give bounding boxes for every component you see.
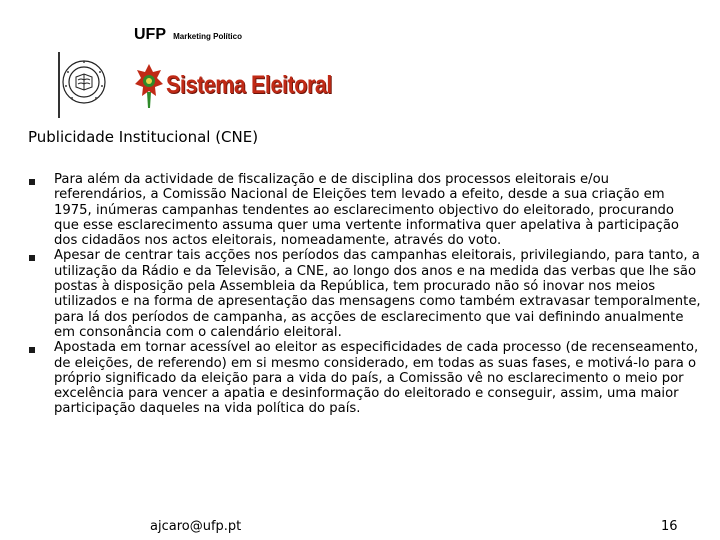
bullet-text: Apostada em tornar acessível ao eleitor as especificidades de cada processo (de recenseamento, de eleições, de referendo) em si mesmo considerado, em todas as suas fases, e motivá-lo para o próprio significado da eleição para a vida do país, a Comissão vê no esclarecimento o meio por excelência para vencer a apatia e desinformação do eleitorado e conseguir, assim, uma maior participação daqueles na vida política do país. — [54, 340, 699, 417]
sistema-eleitoral-logo — [134, 60, 359, 110]
header — [134, 24, 242, 44]
bullet-list — [28, 172, 702, 417]
bullet-item — [28, 172, 702, 248]
footer-email: ajcaro@ufp.pt — [150, 519, 242, 534]
page-number: 16 — [661, 519, 678, 534]
bullet-item — [28, 340, 702, 416]
org-subtitle: Marketing Político — [173, 32, 242, 41]
org-name: UFP — [134, 26, 166, 43]
slide-content — [28, 172, 702, 417]
university-seal-icon — [56, 50, 108, 118]
ballot-flower-icon — [134, 60, 164, 110]
square-bullet-icon — [29, 179, 35, 185]
bullet-text: Apesar de centrar tais acções nos períodos das campanhas eleitorais, privilegiando, para tanto, a utilização da Rádio e da Televisão, a CNE, ao longo dos anos e na medida das verbas que lhe são postas à disposição pela Assembleia da República, tem procurado não só inovar nos meios utilizados e na forma de apresentação das mensagens como também extravasar temporalmente, para lá dos períodos de campanha, as acções de esclarecimento que vai definindo anualmente em consonância com o calendário eleitoral. — [54, 248, 701, 340]
bullet-text: Para além da actividade de fiscalização e de disciplina dos processos eleitorais e/ou referendários, a Comissão Nacional de Eleições tem levado a efeito, desde a sua criação em 1975, inúmeras campanhas tendentes ao esclarecimento objectivo do eleitorado, procurando que esse esclarecimento assuma quer uma vertente informativa quer apelativa à participação dos cidadãos nos actos eleitorais, nomeadamente, através do voto. — [54, 172, 679, 249]
bullet-item — [28, 248, 702, 340]
square-bullet-icon — [29, 347, 35, 353]
logo-text: Sistema Eleitoral — [166, 70, 332, 99]
square-bullet-icon — [29, 255, 35, 261]
slide-title: Publicidade Institucional (CNE) — [28, 128, 259, 146]
